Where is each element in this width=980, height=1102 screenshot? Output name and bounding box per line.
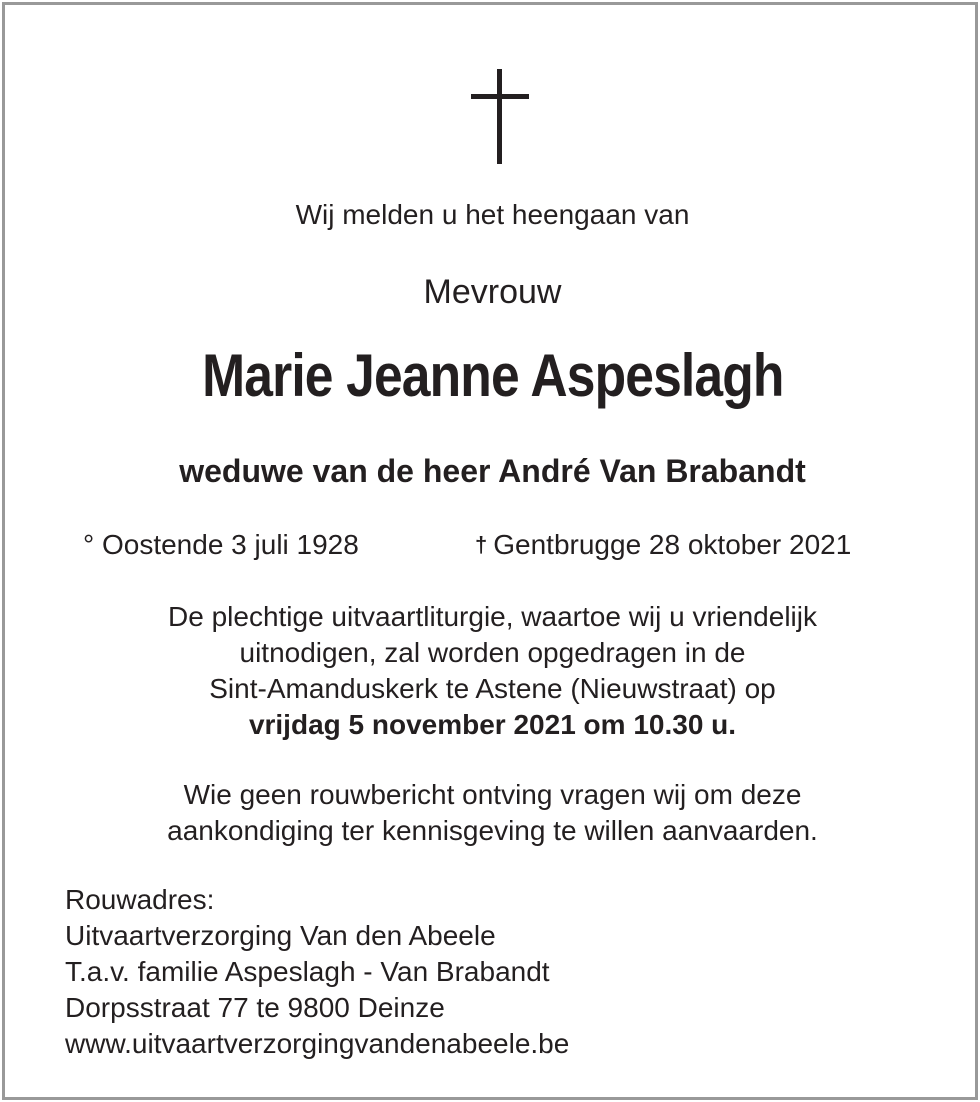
deceased-name: Marie Jeanne Aspeslagh bbox=[202, 342, 784, 409]
obituary-card bbox=[2, 2, 978, 1100]
cross-icon bbox=[471, 69, 529, 164]
funeral-paragraph bbox=[5, 599, 980, 743]
death-cross-icon: † bbox=[475, 532, 488, 557]
mourning-address bbox=[65, 882, 569, 1062]
salutation: Mevrouw bbox=[423, 273, 562, 311]
death-info bbox=[475, 529, 851, 561]
address-street: Dorpsstraat 77 te 9800 Deinze bbox=[65, 992, 445, 1023]
address-attention: T.a.v. familie Aspeslagh - Van Brabandt bbox=[65, 956, 550, 987]
address-company: Uitvaartverzorging Van den Abeele bbox=[65, 920, 496, 951]
address-website: www.uitvaartverzorgingvandenabeele.be bbox=[65, 1028, 570, 1059]
notice-paragraph bbox=[5, 777, 980, 849]
notice-line: Wie geen rouwbericht ontving vragen wij om deze bbox=[183, 779, 802, 810]
intro-text: Wij melden u het heengaan van bbox=[295, 199, 690, 230]
address-heading: Rouwadres: bbox=[65, 884, 215, 915]
notice-line: aankondiging ter kennisgeving te willen aanvaarden. bbox=[167, 815, 818, 846]
relation-text: weduwe van de heer André Van Brabandt bbox=[179, 453, 806, 489]
death-place-date: Gentbrugge 28 oktober 2021 bbox=[493, 529, 852, 560]
funeral-line: uitnodigen, zal worden opgedragen in de bbox=[239, 637, 746, 668]
funeral-date: vrijdag 5 november 2021 om 10.30 u. bbox=[248, 709, 737, 740]
funeral-line: Sint-Amanduskerk te Astene (Nieuwstraat) op bbox=[209, 673, 776, 704]
funeral-line: De plechtige uitvaartliturgie, waartoe wij u vriendelijk bbox=[168, 601, 817, 632]
birth-info: ° Oostende 3 juli 1928 bbox=[83, 529, 359, 560]
